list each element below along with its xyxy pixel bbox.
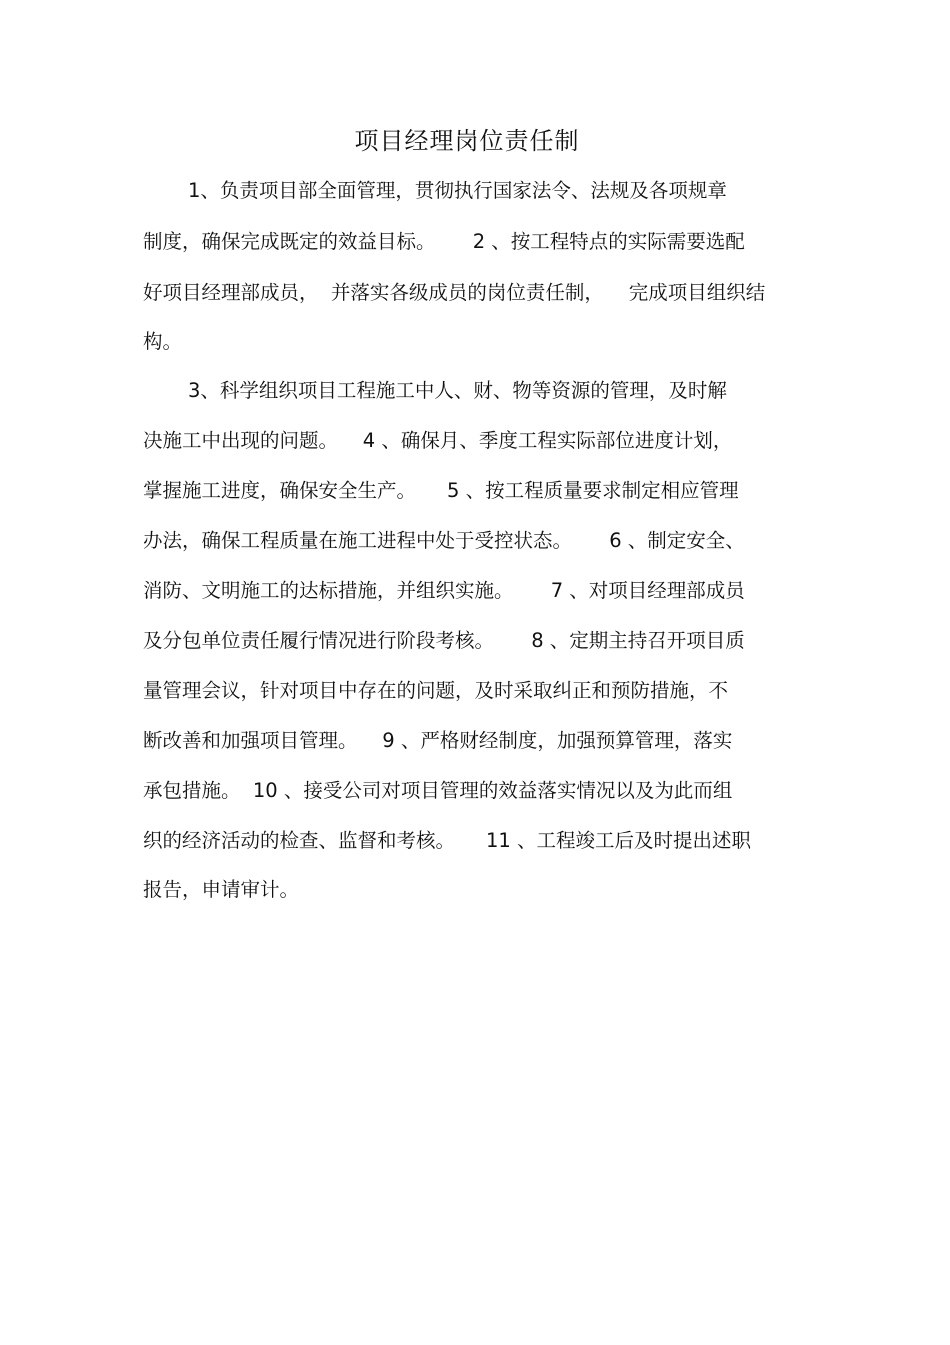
paragraph-line: 构。 [143, 330, 183, 353]
paragraph-line: 好项目经理部成员， 并落实各级成员的岗位责任制， 完成项目组织结 [143, 281, 766, 304]
paragraph-line: 断改善和加强项目管理。 9 、严格财经制度，加强预算管理，落实 [143, 729, 733, 752]
paragraph-line: 办法，确保工程质量在施工进程中处于受控状态。 6 、制定安全、 [143, 529, 745, 552]
paragraph-line: 决施工中出现的问题。 4 、确保月、季度工程实际部位进度计划， [143, 429, 733, 452]
paragraph-line: 报告，申请审计。 [143, 878, 300, 901]
paragraph-line: 承包措施。 10 、接受公司对项目管理的效益落实情况以及为此而组 [143, 779, 733, 802]
paragraph-line: 织的经济活动的检查、监督和考核。 11 、工程竣工后及时提出述职 [143, 829, 752, 852]
paragraph-line: 掌握施工进度，确保安全生产。 5 、按工程质量要求制定相应管理 [143, 479, 739, 502]
paragraph-line: 及分包单位责任履行情况进行阶段考核。 8 、定期主持召开项目质 [143, 629, 745, 652]
paragraph-line: 量管理会议，针对项目中存在的问题，及时采取纠正和预防措施，不 [143, 679, 729, 702]
paragraph-line: 消防、文明施工的达标措施，并组织实施。 7 、对项目经理部成员 [143, 579, 745, 602]
document-title: 项目经理岗位责任制 [354, 127, 580, 155]
paragraph-line: 1、负责项目部全面管理，贯彻执行国家法令、法规及各项规章 [188, 179, 727, 202]
paragraph-line: 3、科学组织项目工程施工中人、财、物等资源的管理，及时解 [188, 379, 727, 402]
paragraph-line: 制度，确保完成既定的效益目标。 2 、按工程特点的实际需要选配 [143, 230, 745, 253]
